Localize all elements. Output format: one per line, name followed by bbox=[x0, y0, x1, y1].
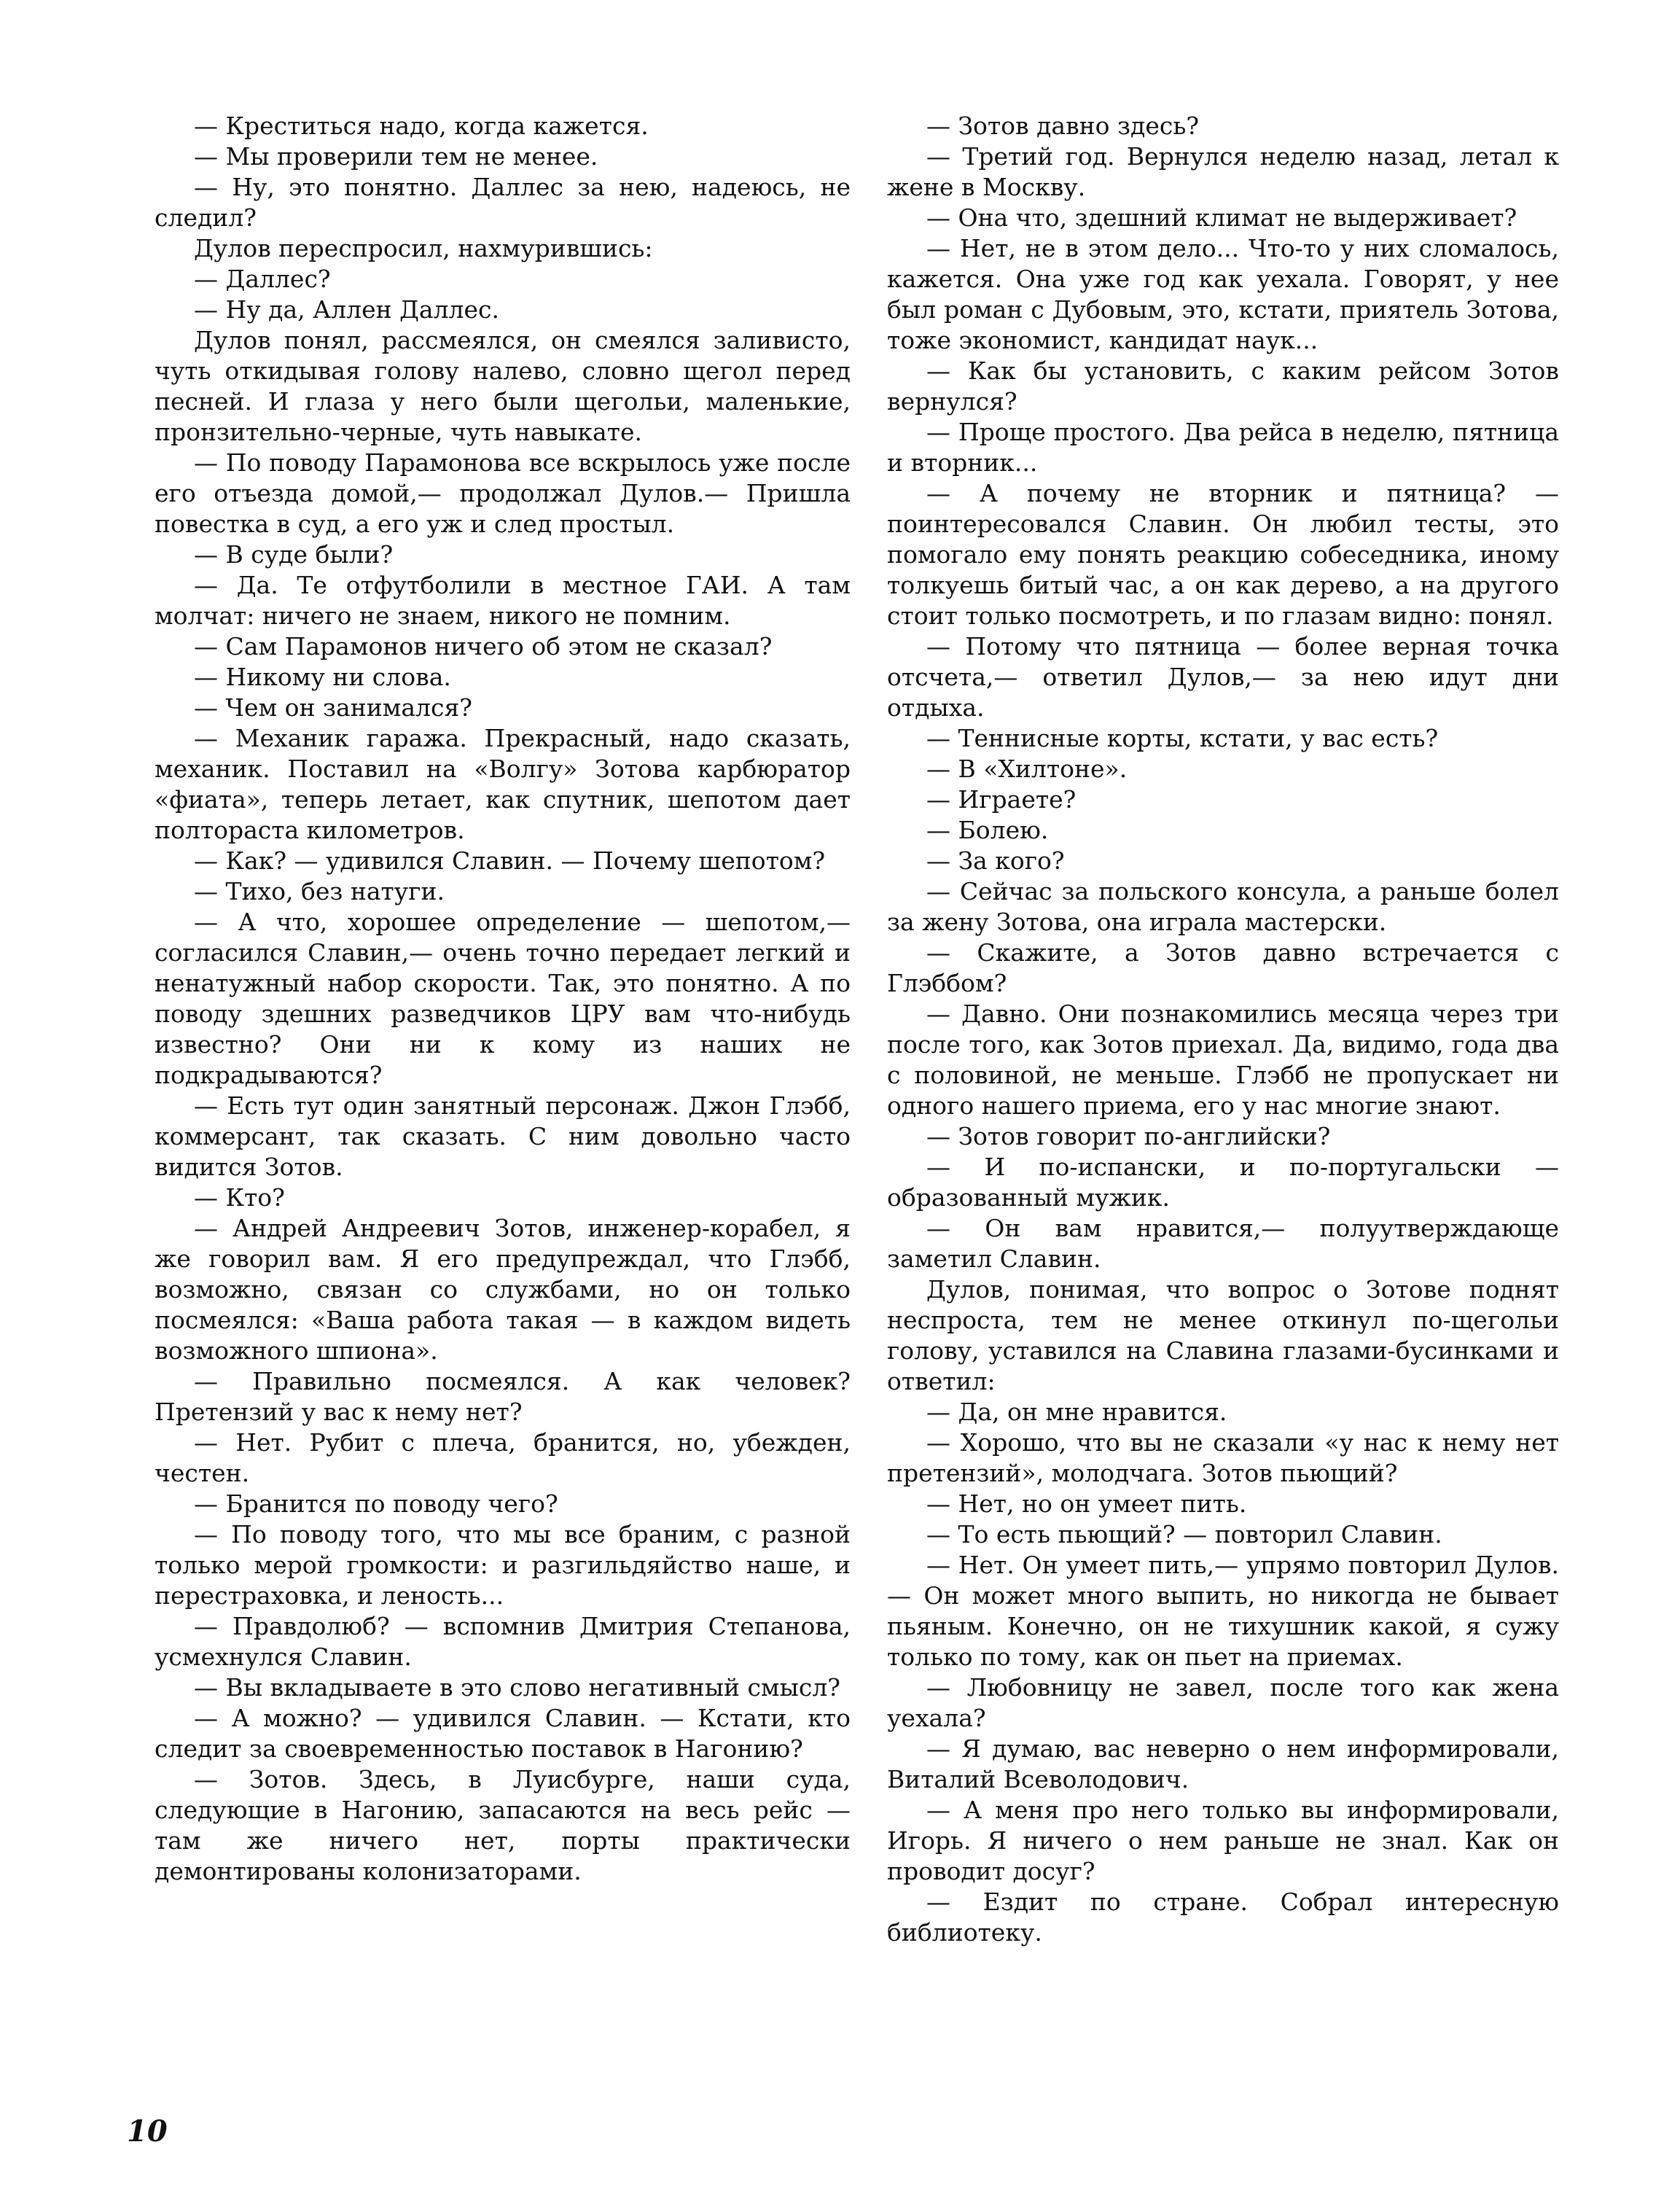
paragraph: — Нет, но он умеет пить. bbox=[926, 1489, 1247, 1518]
paragraph: — Да, он мне нравится. bbox=[926, 1398, 1227, 1426]
paragraph: — Теннисные корты, кстати, у вас есть? bbox=[926, 724, 1439, 752]
paragraph: — По поводу Парамонова все вскрылось уже после его отъезда домой,— продолжал Дулов.— Пришла повестка в суд, а его уж и след простыл. bbox=[155, 448, 851, 538]
paragraph: — Мы проверили тем не менее. bbox=[194, 142, 598, 171]
paragraph: — Кто? bbox=[194, 1183, 285, 1212]
paragraph: — Никому ни слова. bbox=[194, 663, 451, 691]
paragraph: — Третий год. Вернулся неделю назад, летал к жене в Москву. bbox=[887, 142, 1559, 201]
paragraph: — Ну да, Аллен Даллес. bbox=[194, 295, 500, 324]
paragraph: — Ездит по стране. Собрал интересную библиотеку. bbox=[887, 1888, 1559, 1947]
paragraph: — Зотов говорит по-английски? bbox=[926, 1122, 1331, 1150]
paragraph: — Правдолюб? — вспомнив Дмитрия Степанова, усмехнулся Славин. bbox=[155, 1612, 851, 1671]
paragraph: — Играете? bbox=[926, 785, 1077, 814]
paragraph: — А что, хорошее определение — шепотом,— согласился Славин,— очень точно передает легкий и ненатужный набор скорости. Так, это понятно. А по поводу здешних разведчиков ЦРУ вам что-нибудь известно? Они ни к кому из наших не подкрадываются? bbox=[155, 908, 851, 1089]
paragraph: Дулов понял, рассмеялся, он смеялся заливисто, чуть откидывая голову налево, словно щегол перед песней. И глаза у него были щегольи, маленькие, пронзительно-черные, чуть навыкате. bbox=[155, 326, 851, 446]
paragraph: — Нет, не в этом дело... Что-то у них сломалось, кажется. Она уже год как уехала. Говорят, у нее был роман с Дубовым, это, кстати, приятель Зотова, тоже экономист, кандидат наук... bbox=[887, 234, 1559, 354]
paragraph: — Есть тут один занятный персонаж. Джон Глэбб, коммерсант, так сказать. С ним довольно часто видится Зотов. bbox=[155, 1091, 851, 1181]
paragraph: — Потому что пятница — более верная точка отсчета,— ответил Дулов,— за нею идут дни отдыха. bbox=[887, 632, 1559, 722]
paragraph: — Давно. Они познакомились месяца через три после того, как Зотов приехал. Да, видимо, года два с половиной, не меньше. Глэбб не пропускает ни одного нашего приема, его у нас многие знают. bbox=[887, 1000, 1559, 1120]
paragraph: — А почему не вторник и пятница? — поинтересовался Славин. Он любил тесты, это помогало ему понять реакцию собеседника, иному толкуешь битый час, а он как дерево, а на другого стоит только посмотреть, и по глазам видно: понял. bbox=[887, 479, 1559, 630]
paragraph: Дулов переспросил, нахмурившись: bbox=[194, 234, 653, 262]
left-text-column bbox=[155, 111, 851, 1887]
paragraph: — Я думаю, вас неверно о нем информировали, Виталий Всеволодович. bbox=[887, 1734, 1559, 1793]
paragraph: — Тихо, без натуги. bbox=[194, 877, 445, 905]
paragraph: — Бранится по поводу чего? bbox=[194, 1489, 558, 1518]
paragraph: — Даллес? bbox=[194, 265, 331, 293]
paragraph: — Проще простого. Два рейса в неделю, пятница и вторник... bbox=[887, 418, 1559, 477]
paragraph: — Болею. bbox=[926, 816, 1049, 844]
paragraph: — Креститься надо, когда кажется. bbox=[194, 112, 649, 140]
paragraph: — За кого? bbox=[926, 846, 1065, 875]
paragraph: — Зотов давно здесь? bbox=[926, 112, 1200, 140]
paragraph: — Она что, здешний климат не выдерживает? bbox=[926, 203, 1517, 232]
paragraph: — А можно? — удивился Славин. — Кстати, кто следит за своевременностью поставок в Нагонию? bbox=[155, 1704, 851, 1763]
paragraph: — Как? — удивился Славин. — Почему шепотом? bbox=[194, 846, 826, 875]
paragraph: — По поводу того, что мы все браним, с разной только мерой громкости: и разгильдяйство наше, и перестраховка, и леность... bbox=[155, 1520, 851, 1610]
paragraph: — Да. Те отфутболили в местное ГАИ. А там молчат: ничего не знаем, никого не помним. bbox=[155, 571, 851, 630]
paragraph: — А меня про него только вы информировали, Игорь. Я ничего о нем раньше не знал. Как он проводит досуг? bbox=[887, 1796, 1559, 1885]
paragraph: — Ну, это понятно. Даллес за нею, надеюсь, не следил? bbox=[155, 173, 851, 232]
paragraph: — Сейчас за польского консула, а раньше болел за жену Зотова, она играла мастерски. bbox=[887, 877, 1559, 936]
paragraph: — Скажите, а Зотов давно встречается с Глэббом? bbox=[887, 938, 1559, 997]
paragraph: — Вы вкладываете в это слово негативный смысл? bbox=[194, 1673, 841, 1702]
paragraph: — Хорошо, что вы не сказали «у нас к нему нет претензий», молодчага. Зотов пьющий? bbox=[887, 1428, 1559, 1487]
paragraph: — Он вам нравится,— полуутверждающе заметил Славин. bbox=[887, 1214, 1559, 1273]
paragraph: — В суде были? bbox=[194, 540, 394, 569]
paragraph: — Правильно посмеялся. А как человек? Претензий у вас к нему нет? bbox=[155, 1367, 851, 1426]
paragraph: — Андрей Андреевич Зотов, инженер-корабел, я же говорил вам. Я его предупреждал, что Глэбб, возможно, связан со службами, но он только посмеялся: «Ваша работа такая — в каждом видеть возможного шпиона». bbox=[155, 1214, 851, 1365]
paragraph: — Любовницу не завел, после того как жена уехала? bbox=[887, 1673, 1559, 1732]
paragraph: — Чем он занимался? bbox=[194, 693, 472, 722]
paragraph: — Зотов. Здесь, в Луисбурге, наши суда, следующие в Нагонию, запасаются на весь рейс — там же ничего нет, порты практически демонтированы колонизаторами. bbox=[155, 1765, 851, 1885]
paragraph: — Нет. Рубит с плеча, бранится, но, убежден, честен. bbox=[155, 1428, 851, 1487]
paragraph: Дулов, понимая, что вопрос о Зотове поднят неспроста, тем не менее откинул по-щегольи голову, уставился на Славина глазами-бусинками и ответил: bbox=[887, 1275, 1559, 1395]
page-number: 10 bbox=[127, 2114, 168, 2149]
paragraph: — Механик гаража. Прекрасный, надо сказать, механик. Поставил на «Волгу» Зотова карбюратор «фиата», теперь летает, как спутник, шепотом дает полтораста километров. bbox=[155, 724, 851, 844]
paragraph: — Как бы установить, с каким рейсом Зотов вернулся? bbox=[887, 357, 1559, 416]
paragraph: — То есть пьющий? — повторил Славин. bbox=[926, 1520, 1442, 1549]
right-text-column bbox=[887, 111, 1559, 1948]
paragraph: — В «Хилтоне». bbox=[926, 755, 1128, 783]
paragraph: — И по-испански, и по-португальски — образованный мужик. bbox=[887, 1153, 1559, 1212]
paragraph: — Сам Парамонов ничего об этом не сказал? bbox=[194, 632, 773, 661]
paragraph: — Нет. Он умеет пить,— упрямо повторил Дулов. — Он может много выпить, но никогда не бывает пьяным. Конечно, он не тихушник какой, я сужу только по тому, как он пьет на приемах. bbox=[887, 1551, 1559, 1671]
